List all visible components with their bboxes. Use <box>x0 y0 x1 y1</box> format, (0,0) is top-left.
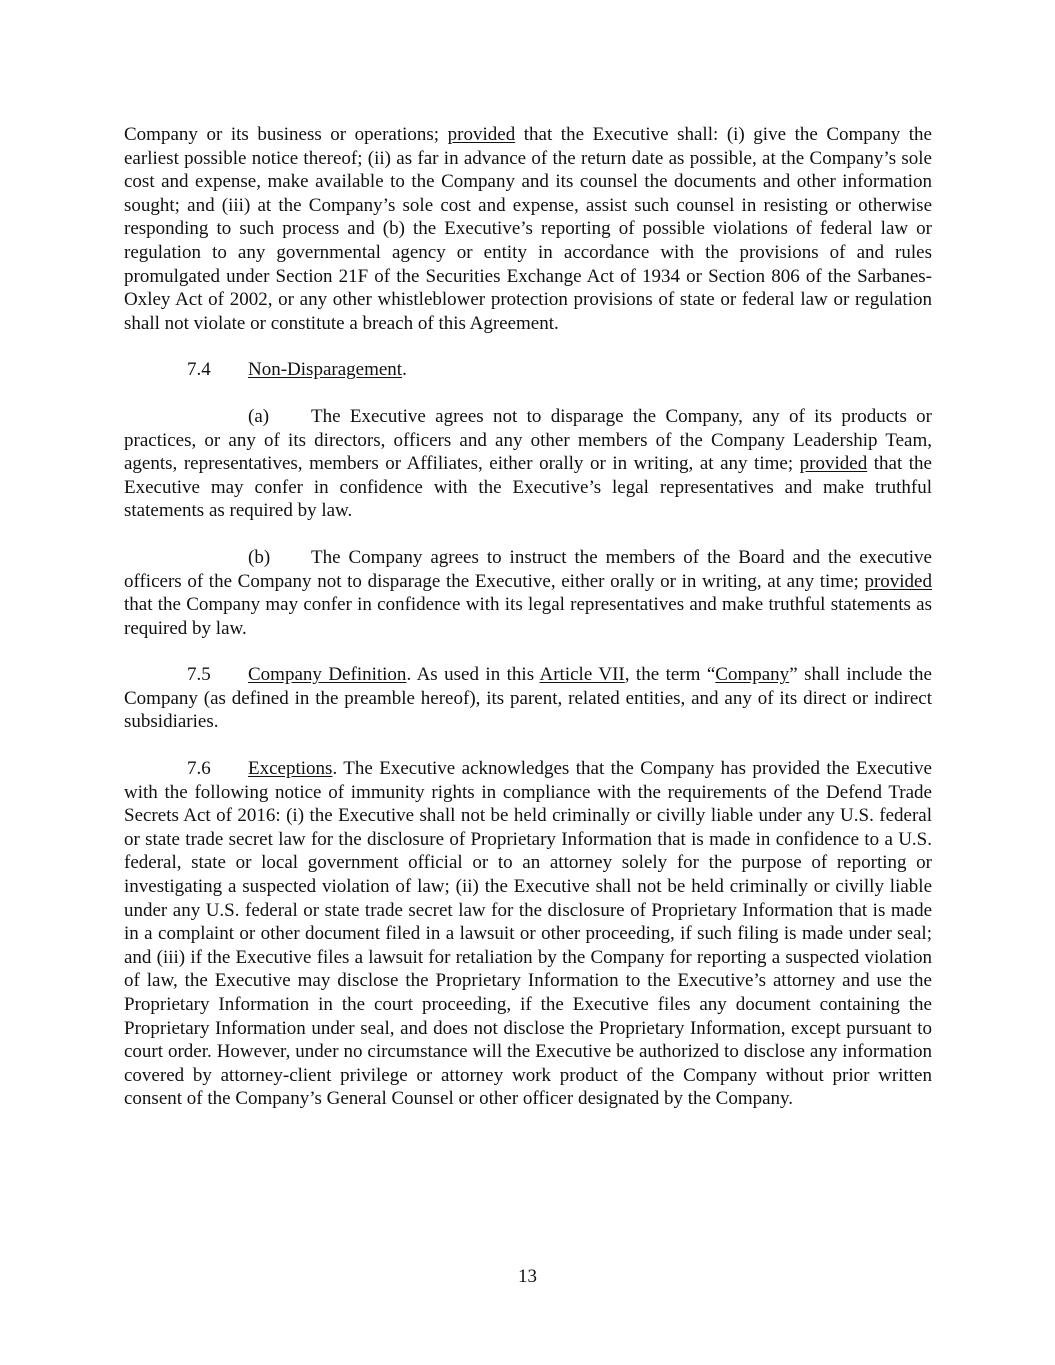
page-number: 13 <box>518 1266 537 1287</box>
section-7-5-number: 7.5 <box>187 664 211 686</box>
section-7-4-b-text-1: The Company agrees to instruct the members of the Board and the executive officers of the Company not to disparage the Executive, either orally or in writing, at any time; <box>124 546 932 592</box>
section-7-4-b-provided-term: provided <box>864 570 932 592</box>
section-7-5-company-term: Company <box>715 664 790 686</box>
section-7-4-a-label: (a) <box>248 405 270 427</box>
section-7-4-b-label: (b) <box>248 546 271 568</box>
section-7-4-b <box>124 546 932 640</box>
section-7-4-b-text-2: that the Company may confer in confidence with its legal representatives and make truthful statements as required by law. <box>124 594 932 639</box>
section-7-4-a-text-2: that the Executive may confer in confidence with the Executive’s legal representatives and make truthful statements as required by law. <box>124 453 932 522</box>
section-7-6 <box>124 757 932 1111</box>
section-7-4-punct: . <box>402 359 407 381</box>
section-7-5-text-3: ” shall include the Company (as defined in the preamble hereof), its parent, related entities, and any of its direct or indirect subsidiaries. <box>124 664 932 733</box>
section-7-4-heading <box>124 358 932 382</box>
section-7-4-a-text-1: The Executive agrees not to disparage the Company, any of its products or practices, or any of its directors, officers and any other members of the Company Leadership Team, agents, representatives, members or Affiliates, either orally or in writing, at any time; <box>124 405 932 475</box>
document-page <box>124 123 932 1134</box>
section-7-4-number: 7.4 <box>187 359 211 381</box>
section-7-4-a <box>124 405 932 523</box>
section-7-4-title: Non-Disparagement <box>248 359 403 381</box>
paragraph-continuation <box>124 123 932 335</box>
section-7-5-text-2: , the term “ <box>624 664 716 686</box>
section-7-5-text-1: . As used in this <box>406 664 540 686</box>
section-7-5-title: Company Definition <box>248 664 407 686</box>
section-7-6-number: 7.6 <box>187 758 211 780</box>
p1-text-2: that the Executive shall: (i) give the Company the earliest possible notice thereof; (ii) as far in advance of the return date as possible, at the Company’s sole cost and expense, make available to the Company and its counsel the documents and other information sought; and (iii) at the Company’s sole cost and expense, assist such counsel in resisting or otherwise responding to such process and (b) the Executive’s reporting of possible violations of federal law or regulation to any governmental agency or entity in accordance with the provisions of and rules promulgated under Section 21F of the Securities Exchange Act of 1934 or Section 806 of the Sarbanes-Oxley Act of 2002, or any other whistleblower protection provisions of state or federal law or regulation shall not violate or constitute a breach of this Agreement. <box>124 124 932 334</box>
p1-text-1: Company or its business or operations; <box>124 124 448 145</box>
section-7-4-a-provided-term: provided <box>799 453 868 475</box>
section-7-5 <box>124 663 932 734</box>
section-7-5-article-ref: Article VII <box>539 664 625 686</box>
p1-provided-term: provided <box>447 124 516 145</box>
section-7-6-title: Exceptions <box>248 758 333 780</box>
section-7-6-text: . The Executive acknowledges that the Company has provided the Executive with the following notice of immunity rights in compliance with the requirements of the Defend Trade Secrets Act of 2016: (i) the Executive shall not be held criminally or civilly liable under any U.S. federal or state trade secret law for the disclosure of Proprietary Information that is made in confidence to a U.S. federal, state or local government official or to an attorney solely for the purpose of reporting or investigating a suspected violation of law; (ii) the Executive shall not be held criminally or civilly liable under any U.S. federal or state trade secret law for the disclosure of Proprietary Information that is made in a complaint or other document filed in a lawsuit or other proceeding, if such filing is made under seal; and (iii) if the Executive files a lawsuit for retaliation by the Company for reporting a suspected violation of law, the Executive may disclose the Proprietary Information to the Executive’s attorney and use the Proprietary Information in the court proceeding, if the Executive files any document containing the Proprietary Information under seal, and does not disclose the Proprietary Information, except pursuant to court order. However, under no circumstance will the Executive be authorized to disclose any information covered by attorney-client privilege or attorney work product of the Company without prior written consent of the Company’s General Counsel or other officer designated by the Company. <box>124 758 932 1110</box>
